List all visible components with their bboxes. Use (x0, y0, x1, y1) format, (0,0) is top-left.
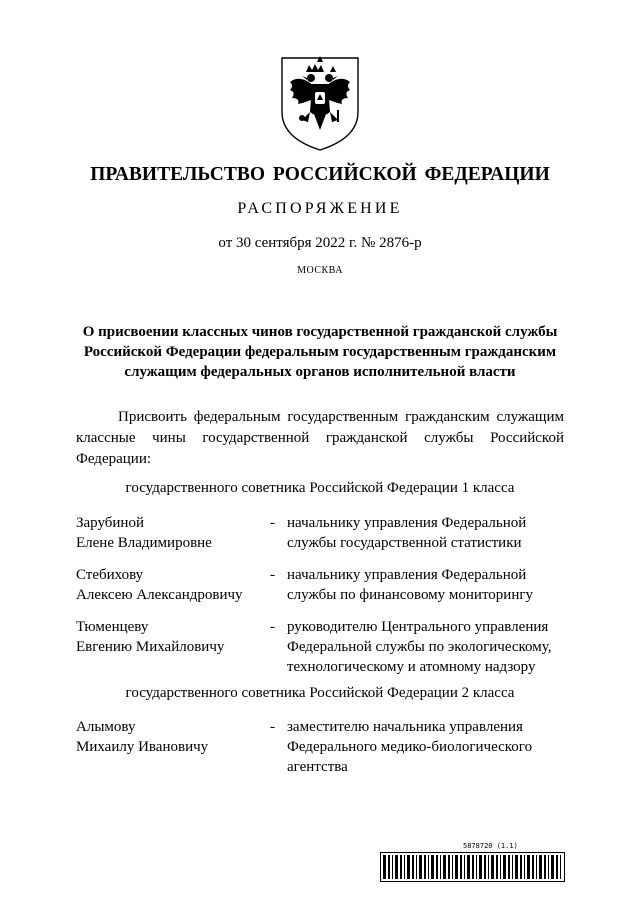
person-position: руководителю Центрального управления Федеральной службы по экологическому, технологическому и атомному надзору (287, 619, 552, 675)
barcode-bar (560, 855, 561, 879)
barcode-bar (448, 855, 450, 879)
barcode-bar (388, 855, 390, 879)
barcode-bar (551, 855, 554, 879)
document-heading (70, 322, 570, 382)
heading-line: служащим федеральных органов исполнительной власти (124, 364, 516, 380)
barcode-bar (515, 855, 518, 879)
intro-paragraph: Присвоить федеральным государственным гражданским служащим классные чины государственной гражданской службы Российской Федерации: (76, 409, 564, 467)
barcode-bar (467, 855, 470, 879)
barcode-bar (412, 855, 414, 879)
barcode-bar (400, 855, 402, 879)
document-city: МОСКВА (297, 265, 343, 276)
person-position: заместителю начальника управления Федерального медико-биологического агентства (287, 719, 533, 775)
dash-separator: - (270, 719, 275, 735)
barcode-bar (524, 855, 525, 879)
barcode-bar (460, 855, 462, 879)
person-name: Стебихову Алексею Александровичу (76, 567, 243, 603)
barcode-bar (536, 855, 537, 879)
barcode-bar (419, 855, 422, 879)
barcode-bar (544, 855, 546, 879)
barcode-number: 5878720 (1.1) (463, 842, 518, 850)
barcode-bar (428, 855, 429, 879)
rank-title-1: государственного советника Российской Федерации 1 класса (125, 480, 515, 496)
barcode-bar (431, 855, 434, 879)
dash-separator: - (270, 619, 275, 635)
person-name: Зарубиной Елене Владимировне (76, 515, 212, 551)
person-position: начальнику управления Федеральной службы по финансовому мониторингу (287, 567, 534, 603)
barcode-bar (404, 855, 405, 879)
barcode-bar (436, 855, 438, 879)
barcode-bar (443, 855, 446, 879)
barcode-bar (407, 855, 410, 879)
barcode-bar (556, 855, 558, 879)
person-position: начальнику управления Федеральной службы государственной статистики (287, 515, 527, 551)
barcode-bar (440, 855, 441, 879)
barcode-bar (395, 855, 398, 879)
barcode-bar (527, 855, 530, 879)
barcode-bar (479, 855, 482, 879)
barcode-bar (464, 855, 465, 879)
document-date-number: от 30 сентября 2022 г. № 2876-р (218, 235, 422, 251)
barcode-bar (520, 855, 522, 879)
barcode-bar (424, 855, 426, 879)
heading-line: Российской Федерации федеральным государственным гражданским (83, 344, 557, 360)
barcode-bar (500, 855, 501, 879)
barcode-bar (532, 855, 534, 879)
barcode-bar (512, 855, 513, 879)
barcode-bar (455, 855, 458, 879)
barcode-bar (488, 855, 489, 879)
barcode-bar (476, 855, 477, 879)
heading-line: О присвоении классных чинов государственной гражданской службы (82, 324, 558, 340)
barcode-bar (484, 855, 486, 879)
barcode-bar (383, 855, 386, 879)
barcode-bar (548, 855, 549, 879)
barcode-bar (508, 855, 510, 879)
document-type: РАСПОРЯЖЕНИЕ (237, 200, 403, 217)
barcode-icon (380, 852, 565, 882)
person-name: Алымову Михаилу Ивановичу (76, 719, 209, 755)
barcode-bar (416, 855, 417, 879)
dash-separator: - (270, 515, 275, 531)
barcode-bar (392, 855, 393, 879)
person-name: Тюменцеву Евгению Михайловичу (76, 619, 225, 655)
barcode-bar (496, 855, 498, 879)
barcode-bar (491, 855, 494, 879)
coat-of-arms-icon (278, 52, 362, 152)
barcode-bar (539, 855, 542, 879)
dash-separator: - (270, 567, 275, 583)
barcode-bar (452, 855, 453, 879)
barcode-bar (472, 855, 474, 879)
barcode-bar (503, 855, 506, 879)
government-title: ПРАВИТЕЛЬСТВО РОССИЙСКОЙ ФЕДЕРАЦИИ (90, 164, 550, 185)
rank-title-2: государственного советника Российской Федерации 2 класса (125, 685, 515, 701)
